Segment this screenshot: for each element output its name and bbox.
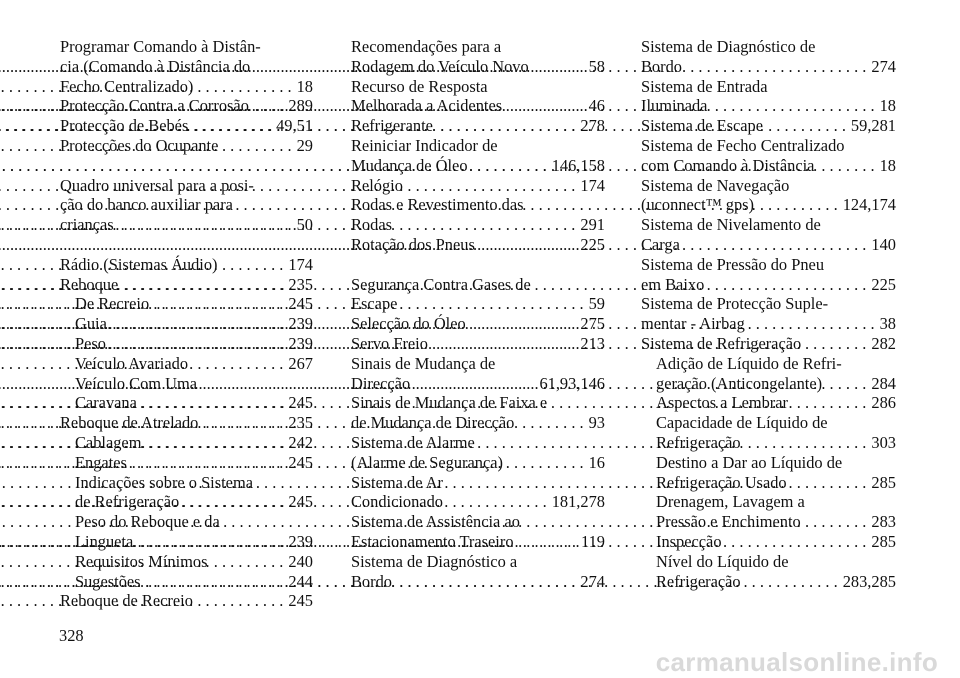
- index-entry-text: Selecção do Óleo: [351, 314, 466, 334]
- index-entry-text: Capacidade de Líquido de: [656, 413, 828, 433]
- dot-leader: [403, 176, 581, 196]
- index-subentry: [641, 433, 896, 453]
- index-entry-text: Reboque: [60, 274, 119, 294]
- index-page-ref: 235: [288, 274, 313, 294]
- index-page-ref: 303: [871, 432, 896, 452]
- index-subentry: [641, 572, 896, 592]
- index-subentry: [641, 512, 896, 532]
- index-entry: [60, 255, 313, 275]
- index-entry-text: Lingueta: [75, 531, 134, 551]
- index-entry-text: Cablagem: [75, 432, 142, 452]
- index-entry: [641, 275, 896, 295]
- index-page-ref: 244: [288, 571, 313, 591]
- index-page-ref: 61,93,146: [539, 373, 605, 393]
- index-page-ref: 174: [288, 254, 313, 274]
- dot-leader: [707, 96, 879, 116]
- index-entry-text: Carga: [641, 234, 680, 254]
- index-entry: [641, 77, 896, 97]
- dot-leader: [745, 314, 880, 334]
- dot-leader: [801, 334, 871, 354]
- index-page-ref: 274: [871, 56, 896, 76]
- index-entry-text: Sistema de Refrigeração: [641, 333, 802, 353]
- index-page-ref: 174: [580, 175, 605, 195]
- dot-leader: [193, 77, 296, 97]
- index-page-ref: 49,51: [276, 116, 313, 136]
- index-entry-text: Refrigeração: [656, 432, 741, 452]
- dot-leader: [741, 433, 872, 453]
- index-page-ref: 16: [588, 452, 605, 472]
- index-entry-text: Recurso de Resposta: [351, 76, 488, 96]
- index-entry-text: (uconnect™ gps): [641, 195, 755, 215]
- index-entry-text: Sinais de Mudança de Faixa e: [351, 393, 548, 413]
- index-page-ref: 291: [580, 215, 605, 235]
- index-entry-text: geração (Anticongelante): [656, 373, 823, 393]
- index-subentry: [641, 492, 896, 512]
- index-subentry: [641, 532, 896, 552]
- dot-leader: [397, 294, 588, 314]
- index-entry-text: cia (Comando à Distância do: [60, 56, 251, 76]
- index-page-ref: 59,281: [850, 116, 896, 136]
- index-entry-text: Rádio (Sistemas Áudio): [60, 254, 218, 274]
- index-page-ref: 239: [288, 333, 313, 353]
- index-page-ref: 46: [588, 96, 605, 116]
- index-entry-text: Refrigerante: [351, 116, 433, 136]
- index-page-ref: 38: [879, 314, 896, 334]
- dot-leader: [822, 374, 871, 394]
- index-entry-text: Rodagem do Veículo Novo: [351, 56, 529, 76]
- index-entry-text: com Comando à Distância: [641, 155, 815, 175]
- index-entry-text: crianças: [60, 215, 114, 235]
- index-entry-text: Adição de Líquido de Refri-: [656, 353, 842, 373]
- index-entry-text: Nível do Líquido de: [656, 551, 789, 571]
- index-page-ref: 285: [871, 531, 896, 551]
- index-entry: [60, 37, 313, 57]
- index-entry-text: Requisitos Mínimos: [75, 551, 208, 571]
- index-page-ref: 245: [288, 591, 313, 611]
- index-page-ref: 286: [871, 393, 896, 413]
- index-entry-text: Sistema de Assistência ao: [351, 512, 520, 532]
- index-page-ref: 267: [288, 353, 313, 373]
- index-entry: [351, 176, 605, 196]
- index-entry-text: de Refrigeração: [75, 492, 180, 512]
- dot-leader: [208, 552, 289, 572]
- index-page-ref: 245: [288, 452, 313, 472]
- dot-leader: [754, 195, 843, 215]
- index-entry-text: Drenagem, Lavagem a: [656, 492, 805, 512]
- index-page-ref: 240: [288, 551, 313, 571]
- index-subentry: [641, 413, 896, 433]
- index-entry-text: Engates: [75, 452, 127, 472]
- index-entry-text: Direcção: [351, 373, 411, 393]
- index-entry: [60, 77, 313, 97]
- index-page-ref: 282: [871, 333, 896, 353]
- index-subentry: [641, 393, 896, 413]
- index-entry-text: (Alarme de Segurança): [351, 452, 503, 472]
- index-entry-text: Sistema de Fecho Centralizado: [641, 135, 845, 155]
- dot-leader: [788, 393, 871, 413]
- index-entry-text: Sistema de Nivelamento de: [641, 215, 821, 235]
- index-entry: [351, 413, 605, 433]
- index-entry: [351, 77, 605, 97]
- index-entry: [641, 195, 896, 215]
- index-page-ref: 18: [296, 76, 313, 96]
- index-gap: [351, 255, 605, 275]
- index-entry-text: Iluminada: [641, 96, 708, 116]
- index-entry: [351, 354, 605, 374]
- index-page-ref: 274: [580, 571, 605, 591]
- index-page-ref: 275: [580, 314, 605, 334]
- index-entry: [351, 136, 605, 156]
- index-page-ref: 59: [588, 294, 605, 314]
- index-page-ref: 29: [296, 135, 313, 155]
- dot-leader: [514, 413, 588, 433]
- dot-leader: [763, 116, 851, 136]
- index-entry: [351, 215, 605, 235]
- index-entry-text: Indicações sobre o Sistema: [75, 472, 253, 492]
- index-entry-text: Sinais de Mudança de: [351, 353, 496, 373]
- index-entry-text: em Baixo: [641, 274, 705, 294]
- index-subentry: [60, 354, 313, 374]
- index-subentry: [641, 473, 896, 493]
- index-page-ref: 18: [879, 155, 896, 175]
- index-entry-text: Segurança Contra Gases de: [351, 274, 531, 294]
- index-entry-text: Sistema de Entrada: [641, 76, 768, 96]
- index-entry-text: Destino a Dar ao Líquido de: [656, 452, 843, 472]
- index-page-ref: 140: [871, 234, 896, 254]
- index-entry: [60, 591, 313, 611]
- index-entry-text: Estacionamento Traseiro: [351, 531, 514, 551]
- index-page-ref: 245: [288, 294, 313, 314]
- index-page-ref: 181,278: [551, 492, 605, 512]
- watermark: carmanualsonline.info: [655, 647, 938, 677]
- index-page-ref: 124,174: [842, 195, 896, 215]
- index-page-ref: 50: [296, 215, 313, 235]
- index-entry-text: Reiniciar Indicador de: [351, 135, 498, 155]
- index-page-ref: 225: [871, 274, 896, 294]
- dot-leader: [392, 215, 580, 235]
- index-entry: [641, 176, 896, 196]
- index-subentry: [641, 374, 896, 394]
- index-entry: [641, 156, 896, 176]
- index-entry-text: Sistema de Escape: [641, 116, 763, 136]
- index-page-ref: 242: [288, 432, 313, 452]
- index-page-ref: 225: [580, 234, 605, 254]
- index-entry-text: Sugestões: [75, 571, 141, 591]
- index-page-ref: 58: [588, 56, 605, 76]
- index-subentry: [641, 552, 896, 572]
- index-entry: [641, 116, 896, 136]
- index-entry-text: Inspecção: [656, 531, 722, 551]
- index-subentry: [641, 354, 896, 374]
- page-number: 328: [59, 626, 84, 645]
- index-page-ref: 283,285: [842, 571, 896, 591]
- index-entry: [641, 96, 896, 116]
- index-entry: [641, 314, 896, 334]
- index-entry: [351, 453, 605, 473]
- index-entry-text: Caravana: [75, 393, 137, 413]
- index-entry: [351, 294, 605, 314]
- index-entry-text: Escape: [351, 294, 398, 314]
- index-entry: [60, 136, 313, 156]
- index-entry-text: de Mudança de Direcção: [351, 413, 515, 433]
- dot-leader: [814, 156, 879, 176]
- index-entry: [641, 255, 896, 275]
- index-entry-text: De Recreio: [75, 294, 150, 314]
- index-entry: [641, 334, 896, 354]
- index-entry-text: Pressão e Enchimento: [656, 512, 801, 532]
- index-page-ref: 278: [580, 116, 605, 136]
- index-entry-text: Sistema de Alarme: [351, 432, 475, 452]
- index-entry-text: Aspectos a Lembrar: [656, 393, 788, 413]
- index-entry-text: Peso do Reboque e da: [75, 512, 220, 532]
- index-page-ref: 213: [580, 333, 605, 353]
- index-entry-text: Sistema de Pressão do Pneu: [641, 254, 825, 274]
- index-entry-text: Rotação dos Pneus: [351, 234, 475, 254]
- index-page-ref: 146,158: [551, 155, 605, 175]
- index-entry: [641, 215, 896, 235]
- index-entry-text: Guia: [75, 314, 107, 334]
- index-page-ref: 239: [288, 314, 313, 334]
- index-entry-text: Protecção Contra a Corrosão: [60, 96, 249, 116]
- index-entry: [641, 294, 896, 314]
- dot-leader: [741, 572, 843, 592]
- index-page-ref: 93: [588, 413, 605, 433]
- index-entry-text: Bordo: [641, 56, 682, 76]
- index-page-ref: 285: [871, 472, 896, 492]
- index-page-ref: 283: [871, 512, 896, 532]
- dot-leader: [682, 57, 871, 77]
- dot-leader: [443, 492, 552, 512]
- index-column-3: [641, 37, 896, 591]
- index-entry-text: Servo Freio: [351, 333, 428, 353]
- index-entry: [351, 37, 605, 57]
- index-page-ref: 119: [581, 531, 605, 551]
- index-subentry: [60, 552, 313, 572]
- index-entry: [641, 57, 896, 77]
- index-entry: [641, 136, 896, 156]
- dot-leader: [193, 591, 289, 611]
- index-entry-text: Refrigeração: [656, 571, 741, 591]
- index-entry-text: Melhorada a Acidentes: [351, 96, 503, 116]
- index-entry-text: Peso: [75, 333, 106, 353]
- index-entry: [351, 492, 605, 512]
- index-entry-text: Sistema de Diagnóstico a: [351, 551, 518, 571]
- index-entry-text: ção do banco auxiliar para: [60, 195, 233, 215]
- index-entry-text: Fecho Centralizado): [60, 76, 194, 96]
- dot-leader: [704, 275, 871, 295]
- index-entry-text: Quadro universal para a posi-: [60, 175, 254, 195]
- index-entry-text: Rodas: [351, 215, 392, 235]
- dot-leader: [801, 512, 872, 532]
- index-entry-text: Sistema de Diagnóstico de: [641, 37, 816, 56]
- index-page-ref: 284: [871, 373, 896, 393]
- index-entry-text: Sistema de Navegação: [641, 175, 790, 195]
- index-entry-text: mentar - Airbag: [641, 314, 745, 334]
- dot-leader: [787, 473, 872, 493]
- index-entry-text: Sistema de Ar: [351, 472, 443, 492]
- index-entry: [351, 552, 605, 572]
- index-entry-text: Veículo Avariado: [75, 353, 189, 373]
- index-entry-text: Reboque de Recreio: [60, 591, 193, 611]
- index-entry-text: Condicionado: [351, 492, 443, 512]
- dot-leader: [680, 235, 872, 255]
- index-entry-text: Relógio: [351, 175, 403, 195]
- index-entry-text: Recomendações para a: [351, 37, 502, 56]
- dot-leader: [503, 453, 589, 473]
- index-entry-text: Rodas e Revestimento das: [351, 195, 524, 215]
- index-page-ref: 289: [288, 96, 313, 116]
- index-subentry: [641, 453, 896, 473]
- dot-leader: [188, 354, 288, 374]
- index-entry-text: Mudança de Óleo: [351, 155, 468, 175]
- index-entry-text: Refrigeração Usado: [656, 472, 787, 492]
- index-entry: [641, 37, 896, 57]
- index-entry: [641, 235, 896, 255]
- index-page-ref: 245: [288, 393, 313, 413]
- dot-leader: [218, 255, 289, 275]
- index-entry-text: Bordo: [351, 571, 392, 591]
- index-entry-text: Programar Comando à Distân-: [60, 37, 261, 56]
- dot-leader: [722, 532, 872, 552]
- index-entry-text: Protecções do Ocupante: [60, 135, 219, 155]
- index-page-ref: 245: [288, 492, 313, 512]
- index-entry-text: Reboque de Atrelado: [60, 413, 199, 433]
- index-entry-text: Sistema de Protecção Suple-: [641, 294, 829, 314]
- index-page-ref: 18: [879, 96, 896, 116]
- index-page-ref: 235: [288, 413, 313, 433]
- index-page-ref: 239: [288, 531, 313, 551]
- index-entry-text: Protecção de Bebés: [60, 116, 189, 136]
- dot-leader: [218, 136, 296, 156]
- index-entry-text: Veículo Com Uma: [75, 373, 198, 393]
